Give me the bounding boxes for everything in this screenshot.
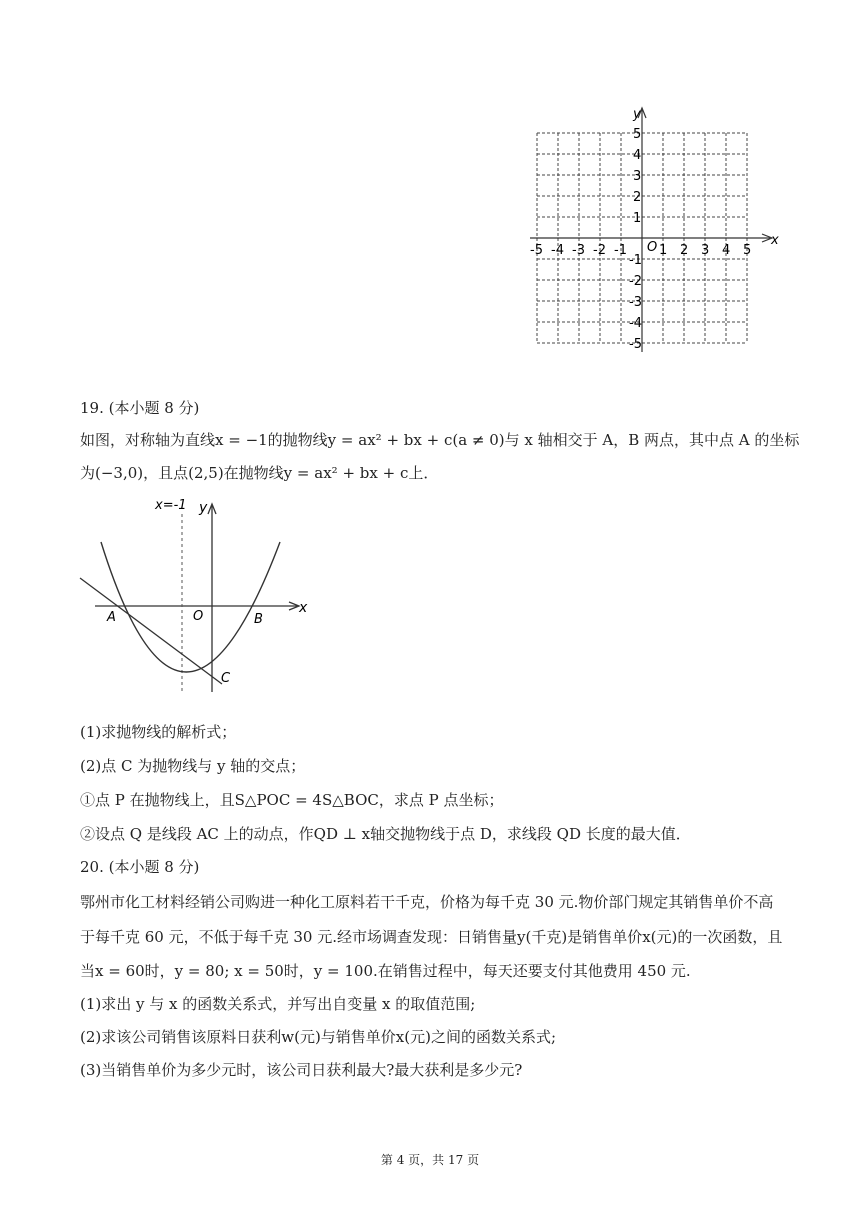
point-c-label: C: [221, 671, 231, 686]
q20-line3: 当x = 60时，y = 80; x = 50时，y = 100.在销售过程中，每天还要支付其他费用 450 元.: [80, 962, 691, 980]
x-tick-label: -5: [530, 243, 543, 258]
x-tick-label: -2: [593, 243, 606, 258]
y-tick-label: -1: [629, 253, 642, 268]
line-ac: [80, 578, 222, 684]
parabola-curve: [101, 542, 280, 672]
q20-part2: (2)求该公司销售该原料日获利w(元)与销售单价x(元)之间的函数关系式;: [80, 1028, 557, 1046]
y-tick-label: 5: [633, 127, 642, 142]
q20-part3: (3)当销售单价为多少元时，该公司日获利最大?最大获利是多少元?: [80, 1061, 523, 1079]
q20-part1: (1)求出 y 与 x 的函数关系式，并写出自变量 x 的取值范围;: [80, 995, 476, 1013]
point-a-label: A: [107, 610, 116, 625]
x-tick-label: 3: [701, 243, 710, 258]
y-tick-label: -5: [629, 337, 642, 352]
x-tick-label: 1: [659, 243, 668, 258]
q19-part2-i: ①点 P 在抛物线上，且S△POC = 4S△BOC，求点 P 点坐标；: [80, 791, 504, 809]
point-b-label: B: [254, 612, 263, 627]
x-axis-label: x: [771, 233, 779, 248]
q19-heading: 19. (本小题 8 分): [80, 399, 200, 417]
origin-label: O: [647, 240, 658, 255]
y-axis-label: y: [633, 107, 641, 122]
y-tick-label: 4: [633, 148, 642, 163]
x-tick-label: 4: [722, 243, 731, 258]
y-tick-labels: [629, 127, 642, 352]
x-axis-label: x: [299, 600, 308, 616]
x-tick-label: -3: [572, 243, 585, 258]
coordinate-grid-figure: [520, 100, 785, 360]
y-tick-label: 3: [633, 169, 642, 184]
y-tick-label: -2: [629, 274, 642, 289]
q20-heading: 20. (本小题 8 分): [80, 858, 200, 876]
parabola-figure: [75, 492, 315, 697]
q19-intro-line1: 如图，对称轴为直线x = −1的抛物线y = ax² + bx + c(a ≠ 0)与 x 轴相交于 A，B 两点，其中点 A 的坐标: [80, 431, 800, 449]
q19-intro-line2: 为(−3,0)，且点(2,5)在抛物线y = ax² + bx + c上．: [80, 464, 439, 482]
page-footer: 第 4 页，共 17 页: [380, 1153, 480, 1167]
x-tick-label: 5: [743, 243, 752, 258]
q20-line2: 于每千克 60 元，不低于每千克 30 元.经市场调查发现：日销售量y(千克)是销售单价x(元)的一次函数，且: [80, 928, 783, 946]
y-axis-label: y: [199, 500, 208, 516]
symmetry-axis-label: x=-1: [155, 498, 187, 513]
q19-part2: (2)点 C 为抛物线与 y 轴的交点；: [80, 757, 306, 775]
y-tick-label: -4: [629, 316, 642, 331]
q19-part2-ii: ②设点 Q 是线段 AC 上的动点，作QD ⊥ x轴交抛物线于点 D，求线段 QD 长度的最大值．: [80, 825, 691, 843]
y-tick-label: 2: [633, 190, 642, 205]
x-tick-label: -4: [551, 243, 564, 258]
x-tick-label: 2: [680, 243, 689, 258]
q20-line1: 鄂州市化工材料经销公司购进一种化工原料若干千克，价格为每千克 30 元.物价部门规定其销售单价不高: [80, 893, 774, 911]
y-tick-label: 1: [633, 211, 642, 226]
origin-label: O: [193, 609, 204, 624]
x-tick-label: -1: [614, 243, 627, 258]
y-tick-label: -3: [629, 295, 642, 310]
q19-part1: (1)求抛物线的解析式；: [80, 723, 237, 741]
